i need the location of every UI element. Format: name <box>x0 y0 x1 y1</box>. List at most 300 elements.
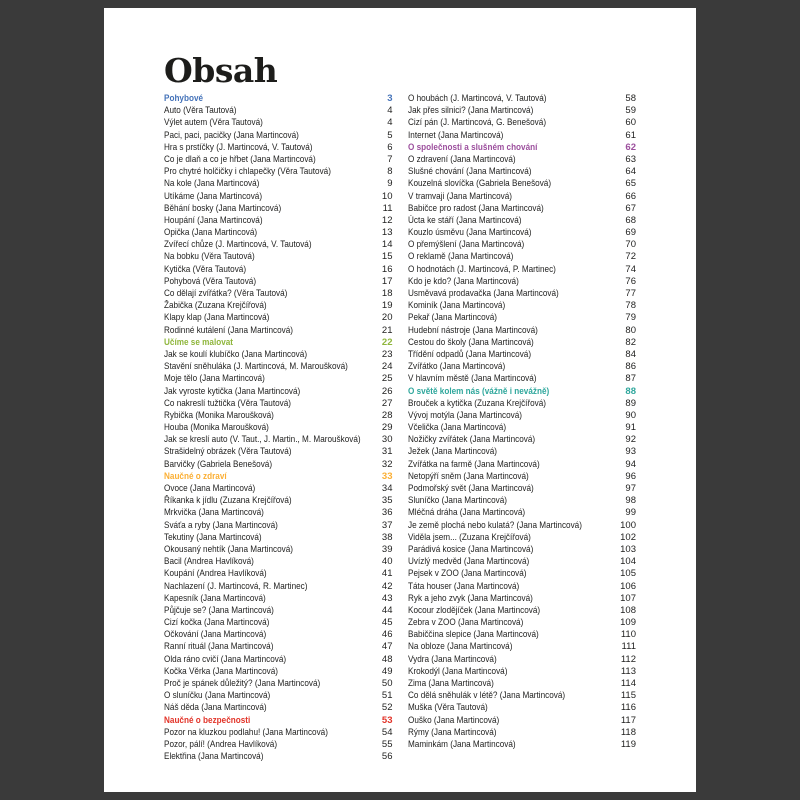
toc-entry <box>408 300 637 312</box>
toc-entry-page-number: 88 <box>625 385 636 397</box>
toc-entry <box>164 751 393 763</box>
toc-entry-title: Ježek (Jana Martincová) <box>407 446 497 458</box>
toc-entry-title: Sluníčko (Jana Martincová) <box>407 495 507 507</box>
toc-entry-title: Barvičky (Gabriela Benešová) <box>164 458 273 470</box>
toc-entry-title: Utíkáme (Jana Martincová) <box>164 190 263 202</box>
toc-entry <box>164 422 393 434</box>
toc-entry <box>164 568 393 580</box>
toc-entry <box>408 593 637 605</box>
toc-entry-title: Babiččina slepice (Jana Martincová) <box>407 629 539 641</box>
toc-entry-page-number: 56 <box>381 751 393 763</box>
toc-entry <box>408 166 637 178</box>
toc-entry <box>408 556 637 568</box>
toc-entry-title: Cizí kočka (Jana Martincová) <box>164 617 270 629</box>
toc-entry-page-number: 28 <box>381 409 393 421</box>
toc-entry-title: Půjčuje se? (Jana Martincová) <box>164 604 274 616</box>
toc-entry <box>408 325 637 337</box>
toc-entry-page-number: 42 <box>381 580 393 592</box>
toc-entry-title: Kominík (Jana Martincová) <box>407 300 505 312</box>
toc-entry-title: Očkování (Jana Martincová) <box>164 629 267 641</box>
toc-section-heading <box>164 471 393 483</box>
toc-entry-title: O sluníčku (Jana Martincová) <box>164 690 271 702</box>
toc-entry <box>408 520 637 532</box>
toc-entry-page-number: 103 <box>620 543 636 555</box>
toc-entry <box>164 178 393 190</box>
toc-entry-title: Žabička (Zuzana Krejčířová) <box>164 300 267 312</box>
toc-entry-page-number: 79 <box>625 312 636 324</box>
toc-entry <box>164 361 393 373</box>
toc-entry-page-number: 25 <box>381 373 393 385</box>
toc-entry-title: Cizí pán (J. Martincová, G. Benešová) <box>407 117 546 129</box>
toc-entry-page-number: 116 <box>620 702 636 714</box>
toc-entry-title: Zvířátka na farmě (Jana Martincová) <box>407 458 540 470</box>
toc-entry-title: Vydra (Jana Martincová) <box>407 653 497 665</box>
toc-entry-page-number: 119 <box>620 738 636 750</box>
toc-entry-page-number: 89 <box>625 397 636 409</box>
toc-entry-page-number: 15 <box>381 251 393 263</box>
toc-entry <box>408 361 637 373</box>
toc-entry-page-number: 80 <box>625 324 636 336</box>
toc-entry <box>408 398 637 410</box>
toc-entry <box>408 715 637 727</box>
toc-entry-page-number: 5 <box>387 129 393 141</box>
toc-section-heading <box>408 142 637 154</box>
toc-entry <box>408 666 637 678</box>
toc-entry-page-number: 44 <box>381 604 393 616</box>
toc-entry-title: O přemýšlení (Jana Martincová) <box>407 239 524 251</box>
toc-entry-title: Slušné chování (Jana Martincová) <box>407 166 532 178</box>
toc-entry-page-number: 67 <box>625 202 636 214</box>
toc-entry-page-number: 10 <box>381 190 393 202</box>
toc-entry-page-number: 106 <box>620 580 636 592</box>
toc-entry-page-number: 7 <box>387 153 393 165</box>
toc-entry-title: Co dělají zvířátka? (Věra Tautová) <box>164 288 288 299</box>
toc-entry-page-number: 6 <box>387 141 393 153</box>
toc-entry <box>164 507 393 519</box>
toc-entry-page-number: 112 <box>620 653 636 665</box>
toc-entry-title: Jak vyroste kytička (Jana Martincová) <box>164 385 301 397</box>
toc-entry-page-number: 86 <box>625 361 636 373</box>
toc-column-right <box>408 93 637 763</box>
toc-entry <box>408 276 637 288</box>
toc-entry <box>408 203 637 215</box>
toc-entry <box>408 483 637 495</box>
toc-entry-page-number: 110 <box>620 629 636 641</box>
toc-entry-page-number: 29 <box>381 422 393 434</box>
toc-entry-title: Táta houser (Jana Martincová) <box>407 580 519 592</box>
toc-entry <box>408 373 637 385</box>
toc-entry-title: Rýmy (Jana Martincová) <box>407 726 497 738</box>
toc-entry-title: Brouček a kytička (Zuzana Krejčířová) <box>407 397 546 409</box>
toc-entry-page-number: 54 <box>381 726 393 738</box>
toc-entry-title: Zvířecí chůze (J. Martincová, V. Tautová) <box>164 239 312 251</box>
toc-entry-page-number: 64 <box>625 166 636 178</box>
toc-entry <box>164 288 393 300</box>
toc-entry-title: Kytička (Věra Tautová) <box>164 263 247 275</box>
toc-entry-page-number: 77 <box>625 288 636 299</box>
toc-entry-title: Jak se koulí klubíčko (Jana Martincová) <box>164 348 308 360</box>
toc-entry <box>164 410 393 422</box>
toc-entry-title: Kouzelná slovíčka (Gabriela Benešová) <box>407 178 551 190</box>
toc-entry <box>164 690 393 702</box>
toc-entry-page-number: 27 <box>381 397 393 409</box>
toc-entry-page-number: 96 <box>625 470 636 482</box>
toc-entry-title: Moje tělo (Jana Martincová) <box>164 373 265 385</box>
toc-entry <box>164 130 393 142</box>
toc-entry <box>408 739 637 751</box>
toc-entry-title: Naučné o bezpečnosti <box>164 714 251 726</box>
toc-column-left <box>164 93 393 763</box>
toc-entry-page-number: 13 <box>381 227 393 239</box>
toc-entry-page-number: 78 <box>625 300 636 312</box>
toc-entry <box>164 203 393 215</box>
toc-entry-title: Houpání (Jana Martincová) <box>164 214 263 226</box>
toc-entry-title: V hlavním městě (Jana Martincová) <box>407 373 537 385</box>
toc-entry-page-number: 31 <box>381 446 393 458</box>
toc-entry <box>408 117 637 129</box>
toc-entry-title: Auto (Věra Tautová) <box>164 105 237 117</box>
toc-entry-page-number: 9 <box>387 178 393 190</box>
toc-entry-title: Mléčná dráha (Jana Martincová) <box>407 507 525 519</box>
toc-entry-page-number: 48 <box>381 653 393 665</box>
page-title: Obsah <box>164 51 278 90</box>
toc-entry-title: Muška (Věra Tautová) <box>407 702 488 714</box>
toc-entry-title: Zima (Jana Martincová) <box>407 678 494 689</box>
toc-entry <box>408 312 637 324</box>
toc-entry <box>408 178 637 190</box>
toc-entry <box>408 105 637 117</box>
toc-entry-title: Učíme se malovat <box>164 336 234 348</box>
toc-entry-page-number: 97 <box>625 483 636 494</box>
toc-section-heading <box>164 337 393 349</box>
toc-entry-title: Co nakreslí tužtička (Věra Tautová) <box>164 397 291 409</box>
toc-entry <box>408 130 637 142</box>
toc-entry-page-number: 109 <box>620 617 636 629</box>
toc-entry-title: Ryk a jeho zvyk (Jana Martincová) <box>407 592 533 604</box>
toc-entry <box>164 617 393 629</box>
toc-entry <box>164 459 393 471</box>
toc-entry-title: Nachlazení (J. Martincová, R. Martinec) <box>164 580 308 592</box>
toc-entry-page-number: 55 <box>381 738 393 750</box>
toc-entry-page-number: 16 <box>381 263 393 275</box>
toc-entry <box>164 386 393 398</box>
toc-entry <box>408 459 637 471</box>
toc-entry-page-number: 49 <box>381 665 393 677</box>
toc-entry-page-number: 91 <box>625 422 636 434</box>
toc-entry-title: Bacil (Andrea Havlíková) <box>164 556 254 568</box>
toc-entry-title: Paci, paci, pacičky (Jana Martincová) <box>164 129 299 141</box>
toc-entry-page-number: 37 <box>381 519 393 531</box>
toc-entry <box>164 373 393 385</box>
toc-entry-page-number: 4 <box>387 105 393 117</box>
toc-entry <box>408 654 637 666</box>
toc-entry <box>164 520 393 532</box>
toc-entry-page-number: 24 <box>381 361 393 373</box>
toc-entry-page-number: 36 <box>381 507 393 519</box>
toc-entry-title: Naučné o zdraví <box>164 470 227 482</box>
toc-entry-page-number: 82 <box>625 336 636 348</box>
toc-entry <box>408 154 637 166</box>
toc-entry-title: Kapesník (Jana Martincová) <box>164 592 266 604</box>
toc-entry <box>408 410 637 422</box>
toc-entry-title: Usměvavá prodavačka (Jana Martincová) <box>407 288 559 299</box>
toc-entry <box>164 605 393 617</box>
toc-entry-page-number: 65 <box>625 178 636 190</box>
toc-entry-title: Kočka Věrka (Jana Martincová) <box>164 665 278 677</box>
toc-entry-title: Olda ráno cvičí (Jana Martincová) <box>164 653 287 665</box>
toc-entry-title: Hra s prstíčky (J. Martincová, V. Tautová) <box>164 141 313 153</box>
toc-entry-page-number: 100 <box>620 519 636 531</box>
toc-entry-title: V tramvaji (Jana Martincová) <box>407 190 512 202</box>
toc-entry-page-number: 22 <box>381 336 393 348</box>
toc-entry-title: Elektřina (Jana Martincová) <box>164 751 264 763</box>
toc-entry-page-number: 111 <box>621 641 636 653</box>
toc-entry <box>164 678 393 690</box>
toc-entry-title: Klapy klap (Jana Martincová) <box>164 312 270 324</box>
toc-entry-title: Třídění odpadů (Jana Martincová) <box>407 348 531 360</box>
toc-entry <box>408 337 637 349</box>
toc-entry-title: Co dělá sněhulák v létě? (Jana Martincová) <box>407 690 565 702</box>
toc-entry <box>408 727 637 739</box>
toc-entry-page-number: 105 <box>620 568 636 580</box>
toc-entry <box>408 227 637 239</box>
toc-entry <box>164 532 393 544</box>
toc-entry-page-number: 53 <box>381 714 393 726</box>
toc-entry-title: Vývoj motýla (Jana Martincová) <box>407 409 522 421</box>
toc-entry-page-number: 21 <box>381 324 393 336</box>
toc-entry-title: Zvířátko (Jana Martincová) <box>407 361 505 373</box>
toc-entry-page-number: 17 <box>381 275 393 287</box>
toc-entry-title: Na bobku (Věra Tautová) <box>164 251 255 263</box>
toc-entry-page-number: 40 <box>381 556 393 568</box>
toc-entry-page-number: 60 <box>625 117 636 129</box>
toc-entry-title: Proč je spánek důležitý? (Jana Martincová) <box>164 678 321 689</box>
toc-entry <box>408 605 637 617</box>
toc-entry-title: Parádivá kosice (Jana Martincová) <box>407 543 533 555</box>
toc-entry-page-number: 70 <box>625 239 636 251</box>
toc-entry-title: Opička (Jana Martincová) <box>164 227 258 239</box>
toc-entry-title: Rybička (Monika Maroušková) <box>164 409 274 421</box>
toc-entry-title: Pro chytré holčičky i chlapečky (Věra Tautová) <box>164 166 331 178</box>
toc-entry <box>164 654 393 666</box>
toc-entry <box>164 666 393 678</box>
toc-entry <box>408 191 637 203</box>
toc-entry-page-number: 107 <box>620 592 636 604</box>
toc-entry <box>408 507 637 519</box>
toc-entry <box>164 251 393 263</box>
toc-section-heading <box>408 386 637 398</box>
toc-entry-title: Náš děda (Jana Martincová) <box>164 702 267 714</box>
toc-entry <box>164 495 393 507</box>
toc-entry-page-number: 74 <box>625 263 636 275</box>
toc-entry-page-number: 30 <box>381 434 393 446</box>
toc-entry-title: Včelička (Jana Martincová) <box>407 422 506 434</box>
toc-entry <box>164 702 393 714</box>
toc-entry <box>164 215 393 227</box>
toc-entry-title: Ouško (Jana Martincová) <box>407 714 499 726</box>
toc-entry-title: Pejsek v ZOO (Jana Martincová) <box>407 568 527 580</box>
toc-entry-page-number: 115 <box>620 690 636 702</box>
toc-entry <box>408 349 637 361</box>
toc-entry-title: Zebra v ZOO (Jana Martincová) <box>407 617 523 629</box>
toc-entry-title: Houba (Monika Maroušková) <box>164 422 269 434</box>
toc-entry <box>408 264 637 276</box>
toc-entry <box>408 446 637 458</box>
toc-entry-page-number: 104 <box>620 556 636 568</box>
toc-entry <box>164 227 393 239</box>
toc-entry-page-number: 45 <box>381 617 393 629</box>
toc-entry <box>164 349 393 361</box>
toc-entry-title: Jak se kreslí auto (V. Taut., J. Martin., M. Maroušková) <box>164 434 361 446</box>
toc-entry-title: Koupání (Andrea Havlíková) <box>164 568 267 580</box>
toc-entry-title: Ranní rituál (Jana Martincová) <box>164 641 274 653</box>
toc-entry-page-number: 3 <box>387 93 393 104</box>
toc-entry-page-number: 41 <box>381 568 393 580</box>
toc-entry <box>164 239 393 251</box>
toc-entry-title: Maminkám (Jana Martincová) <box>407 738 516 750</box>
toc-entry-title: Tekutiny (Jana Martincová) <box>164 531 262 543</box>
toc-entry-page-number: 32 <box>381 458 393 470</box>
toc-entry-title: Kdo je kdo? (Jana Martincová) <box>407 275 519 287</box>
toc-entry-title: Výlet autem (Věra Tautová) <box>164 117 263 129</box>
toc-entry-page-number: 50 <box>381 678 393 689</box>
toc-entry <box>408 641 637 653</box>
toc-entry <box>408 495 637 507</box>
toc-entry-title: Co je dlaň a co je hřbet (Jana Martincová) <box>164 153 316 165</box>
toc-entry-page-number: 11 <box>382 202 393 214</box>
toc-entry-title: Pohybová (Věra Tautová) <box>164 275 257 287</box>
toc-entry <box>164 398 393 410</box>
toc-entry-title: O společnosti a slušném chování <box>407 141 537 153</box>
toc-entry-page-number: 12 <box>381 214 393 226</box>
book-page <box>104 8 696 792</box>
toc-entry-title: Kouzlo úsměvu (Jana Martincová) <box>407 227 532 239</box>
toc-entry-page-number: 19 <box>381 300 393 312</box>
toc-entry <box>408 544 637 556</box>
toc-entry <box>164 556 393 568</box>
toc-entry <box>164 300 393 312</box>
toc-entry-title: Rodinné kutálení (Jana Martincová) <box>164 324 293 336</box>
toc-entry <box>408 239 637 251</box>
toc-entry-page-number: 98 <box>625 495 636 507</box>
toc-entry-title: Sváťa a ryby (Jana Martincová) <box>164 519 278 531</box>
toc-entry-page-number: 4 <box>387 117 393 129</box>
toc-entry <box>408 471 637 483</box>
toc-entry-page-number: 63 <box>625 153 636 165</box>
toc-entry-title: Hudební nástroje (Jana Martincová) <box>407 324 538 336</box>
toc-entry <box>164 739 393 751</box>
toc-entry-page-number: 87 <box>625 373 636 385</box>
toc-entry-title: Říkanka k jídlu (Zuzana Krejčířová) <box>164 495 292 507</box>
toc-entry-page-number: 51 <box>381 690 393 702</box>
toc-entry-title: Okousaný nehtík (Jana Martincová) <box>164 543 293 555</box>
toc-entry-page-number: 35 <box>381 495 393 507</box>
toc-entry-page-number: 113 <box>620 665 636 677</box>
toc-entry-page-number: 52 <box>381 702 393 714</box>
toc-entry-page-number: 117 <box>620 714 636 726</box>
toc-entry <box>164 544 393 556</box>
toc-entry-title: Mrkvička (Jana Martincová) <box>164 507 264 519</box>
table-of-contents <box>164 93 636 763</box>
toc-entry <box>408 434 637 446</box>
toc-entry-title: Pozor na kluzkou podlahu! (Jana Martincová) <box>164 726 328 738</box>
toc-entry-title: Ovoce (Jana Martincová) <box>164 483 256 494</box>
toc-entry <box>164 483 393 495</box>
toc-entry-title: O reklamě (Jana Martincová) <box>407 251 513 263</box>
toc-entry <box>408 629 637 641</box>
toc-entry-title: Strašidelný obrázek (Věra Tautová) <box>164 446 292 458</box>
toc-entry <box>408 702 637 714</box>
toc-entry <box>408 678 637 690</box>
toc-entry-page-number: 38 <box>381 531 393 543</box>
toc-entry <box>164 166 393 178</box>
toc-entry <box>408 581 637 593</box>
toc-entry <box>164 264 393 276</box>
toc-entry-page-number: 26 <box>381 385 393 397</box>
toc-entry-title: Na obloze (Jana Martincová) <box>407 641 512 653</box>
toc-entry <box>164 105 393 117</box>
toc-entry-page-number: 93 <box>625 446 636 458</box>
toc-entry-page-number: 61 <box>625 129 636 141</box>
toc-entry-title: O hodnotách (J. Martincová, P. Martinec) <box>407 263 556 275</box>
toc-entry <box>408 215 637 227</box>
toc-entry-page-number: 118 <box>620 726 636 738</box>
toc-entry <box>164 312 393 324</box>
toc-entry <box>164 142 393 154</box>
toc-entry <box>164 276 393 288</box>
toc-entry-page-number: 47 <box>381 641 393 653</box>
toc-entry-page-number: 8 <box>387 166 393 178</box>
toc-entry-title: Nožičky zvířátek (Jana Martincová) <box>407 434 535 446</box>
toc-entry <box>164 641 393 653</box>
toc-entry-page-number: 68 <box>625 214 636 226</box>
toc-entry-page-number: 18 <box>381 288 393 299</box>
toc-entry-title: Stavění sněhuláka (J. Martincová, M. Maroušková) <box>164 361 348 373</box>
toc-entry <box>408 690 637 702</box>
toc-entry <box>164 154 393 166</box>
toc-entry-page-number: 66 <box>625 190 636 202</box>
toc-entry <box>408 617 637 629</box>
toc-entry-title: Internet (Jana Martincová) <box>407 129 503 141</box>
toc-entry-title: O zdravení (Jana Martincová) <box>407 153 516 165</box>
toc-entry-title: Podmořský svět (Jana Martincová) <box>407 483 534 494</box>
toc-entry-title: Cestou do školy (Jana Martincová) <box>407 336 534 348</box>
toc-entry-page-number: 99 <box>625 507 636 519</box>
toc-entry-title: Běhání bosky (Jana Martincová) <box>164 202 282 214</box>
toc-entry <box>164 191 393 203</box>
toc-entry-page-number: 46 <box>381 629 393 641</box>
toc-entry <box>408 568 637 580</box>
toc-entry-page-number: 39 <box>381 543 393 555</box>
toc-entry-page-number: 43 <box>381 592 393 604</box>
toc-entry-title: Na kole (Jana Martincová) <box>164 178 260 190</box>
toc-entry-page-number: 69 <box>625 227 636 239</box>
toc-entry-page-number: 58 <box>625 93 636 104</box>
toc-entry <box>164 727 393 739</box>
toc-entry-title: Kocour zlodějíček (Jana Martincová) <box>407 604 540 616</box>
toc-entry-title: Pozor, pálí! (Andrea Havlíková) <box>164 738 278 750</box>
toc-entry-page-number: 102 <box>620 531 636 543</box>
toc-entry-title: Pohybové <box>164 93 204 104</box>
toc-entry <box>164 434 393 446</box>
toc-section-heading <box>164 93 393 105</box>
toc-entry-title: Pekař (Jana Martincová) <box>407 312 497 324</box>
toc-entry-title: O houbách (J. Martincová, V. Tautová) <box>407 93 547 104</box>
toc-entry <box>408 251 637 263</box>
toc-entry-page-number: 34 <box>381 483 393 494</box>
toc-entry-page-number: 114 <box>620 678 636 689</box>
toc-entry <box>408 288 637 300</box>
